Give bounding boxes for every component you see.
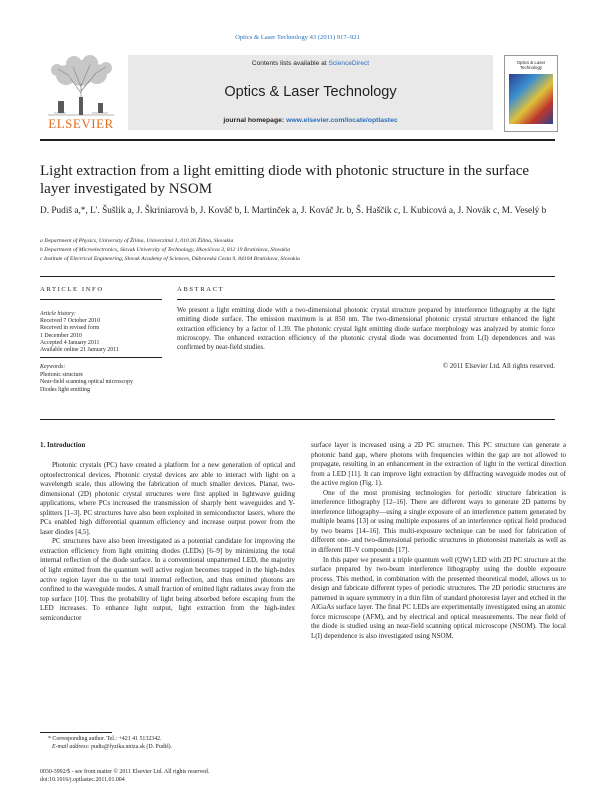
homepage-label: journal homepage: bbox=[223, 117, 287, 124]
section-heading-introduction: 1. Introduction bbox=[40, 441, 86, 449]
masthead-rule bbox=[40, 139, 555, 141]
body-paragraph: surface layer is increased using a 2D PC structure. This PC structure can generate a photonic band gap, where photons with frequencies within the gap are not allowed to propagate, resulting in an enhancement in the extraction of light in the vertical direction from a LED [11]. It can improve light extraction by diffracting waveguide modes out of the active region (Fig. 1). bbox=[311, 441, 566, 488]
abstract-heading: ABSTRACT bbox=[177, 286, 225, 293]
affiliation-b: b Department of Microelectronics, Slovak University of Technology, Ilkovičova 3, 812 19 Bratislava, Slovakia bbox=[40, 247, 291, 253]
email-address[interactable]: pudis@fyzika.uniza.sk (D. Pudiš). bbox=[91, 743, 173, 750]
journal-title: Optics & Laser Technology bbox=[224, 84, 397, 100]
body-paragraph: In this paper we present a triple quantum well (QW) LED with 2D PC structure at the surface prepared by two-beam interference lithography using the double exposure process. This method, in combination with the presented theoretical model, allows us to design and fabricate different types of periodic structures. The 2D periodic structures are patterned in square symmetry in a thin film of standard photoresist layer and etched in the AlGaAs surface layer. The final PC LEDs are experimentally investigated using an atomic force microscope (AFM), and by electrical and optical measurements. The near field of the diode is studied using an near-field scanning optical microscope (NSOM). The local L(I) dependence is also investigated using NSOM. bbox=[311, 555, 566, 640]
keyword-item: Diodes light emitting bbox=[40, 387, 91, 394]
journal-homepage-link[interactable]: www.elsevier.com/locate/optlastec bbox=[286, 117, 398, 124]
doi-line[interactable]: doi:10.1016/j.optlastec.2011.01.004 bbox=[40, 776, 125, 783]
history-label: Article history: bbox=[40, 311, 76, 317]
corresponding-author: * Corresponding author. Tel.: +421 41 5132342. bbox=[48, 736, 162, 742]
contents-line bbox=[128, 60, 493, 67]
body-column-right bbox=[311, 441, 566, 641]
body-column-left bbox=[40, 461, 295, 623]
history-line: Accepted 4 January 2011 bbox=[40, 339, 100, 346]
journal-cover-thumbnail[interactable] bbox=[504, 55, 558, 132]
history-line: Received in revised form bbox=[40, 325, 100, 332]
abstract-text: We present a light emitting diode with a two-dimensional photonic crystal structure prepared by interference lithography at the light emitting diode surface. The emission maximum is at 850 nm. The two-dimensional photonic crystal structure enhanced the light extraction efficiency by a factor of 1.39. The photonic crystal light emitting diode surface morphology was analyzed by atomic force microscopy. The enhanced extraction efficiency of the photonic crystal diode was documented from L(I) dependences and was confirmed by near-field studies. bbox=[177, 307, 555, 351]
keyword-item: Photonic structure bbox=[40, 371, 84, 378]
abstract-rule bbox=[177, 299, 555, 300]
footnotes bbox=[40, 732, 295, 751]
cover-artwork bbox=[509, 74, 553, 124]
sciencedirect-link[interactable]: ScienceDirect bbox=[328, 60, 370, 67]
cover-title: Optics & Laser Technology bbox=[516, 60, 546, 70]
history-line: 1 December 2010 bbox=[40, 332, 82, 339]
issn-line: 0030-3992/$ - see front matter © 2011 Elsevier Ltd. All rights reserved. bbox=[40, 769, 210, 775]
email-label: E-mail address: bbox=[52, 743, 90, 750]
article-title: Light extraction from a light emitting diode with photonic structure in the surface layer investigated by NSOM bbox=[40, 163, 530, 197]
history-divider bbox=[40, 357, 162, 358]
issn-block bbox=[40, 769, 340, 784]
article-info-rule bbox=[40, 299, 162, 300]
history-line: Received 7 October 2010 bbox=[40, 318, 101, 325]
contents-prefix: Contents lists available at bbox=[251, 60, 329, 67]
homepage-line bbox=[128, 117, 493, 124]
copyright-notice: © 2011 Elsevier Ltd. All rights reserved. bbox=[442, 363, 555, 370]
author-list: D. Pudiš a,*, L'. Šušlik a, J. Škriniarová b, J. Kováč b, I. Martinček a, J. Kováč Jr. b, Š. Haščík c, I. Kubicová a, J. Novák c, M. Veselý b bbox=[40, 206, 547, 216]
history-line: Available online 21 January 2011 bbox=[40, 347, 119, 354]
body-paragraph: Photonic crystals (PC) have created a platform for a new generation of optical and optoelectronical devices. Photonic crystal devices are able to interact with light on a wavelength scale, thus allowing the fabrication of much smaller devices. Planar, two-dimensional (2D) photonic crystal structures were first applied in lightwave guiding applications, where PCs increased the transmission of sharply bent waveguides and Y-splitters [1–3]. PC structures have also been exploited in semiconductor lasers, where the PCs enabled high differential quantum efficiency and increase output power from the laser diodes [4,5]. bbox=[40, 461, 295, 536]
article-info-heading: ARTICLE INFO bbox=[40, 286, 104, 293]
article-history bbox=[40, 311, 170, 354]
affiliation-a: a Department of Physics, University of Žilina, Univerzitná 1, 010 26 Žilina, Slovakia bbox=[40, 238, 234, 244]
journal-reference[interactable]: Optics & Laser Technology 43 (2011) 917–921 bbox=[235, 34, 360, 41]
affiliation-c: c Institute of Electrical Engineering, Slovak Academy of Sciences, Dúbravská Cesta 9, 84104 Bratislava, Slovakia bbox=[40, 256, 300, 262]
section-rule bbox=[40, 276, 555, 277]
keywords-block bbox=[40, 364, 170, 395]
body-paragraph: One of the most promising technologies for periodic structure fabrication is interference lithography [12–16]. There are different ways to generate 2D patterns by interference lithography—using a single exposure of an interference pattern generated by multiple beams [13] or using multiple exposures of an interference optical field produced by two beams [14–16]. This multi-exposure technique can be used for fabrication of different one- and two-dimensional periodic structures in photoresist materials as well as in different III–V compounds [17]. bbox=[311, 488, 566, 555]
keywords-label: Keywords: bbox=[40, 364, 66, 370]
body-rule bbox=[40, 419, 555, 420]
tree-icon bbox=[40, 53, 122, 119]
keyword-item: Near-field scanning optical microscopy bbox=[40, 379, 133, 386]
footnote-rule bbox=[40, 732, 112, 733]
elsevier-wordmark: ELSEVIER bbox=[48, 116, 114, 131]
body-paragraph: PC structures have also been investigated as a potential candidate for improving the extraction efficiency from light emitting diodes (LEDs) [6–9] by minimizing the total internal reflection of the diode surface. In a conventional unpatterned LED, the majority of light emitted from the quantum well active region becomes trapped in the high-index active region layer due to the total internal reflection, and thus emitted photons are confined to the waveguide modes. A small fraction of emitted light radiates away from the top surface [10]. Thus the probability of light being absorbed before escaping from the LED increases. To enhance light output, light extraction from the high-index semiconductor bbox=[40, 537, 295, 622]
